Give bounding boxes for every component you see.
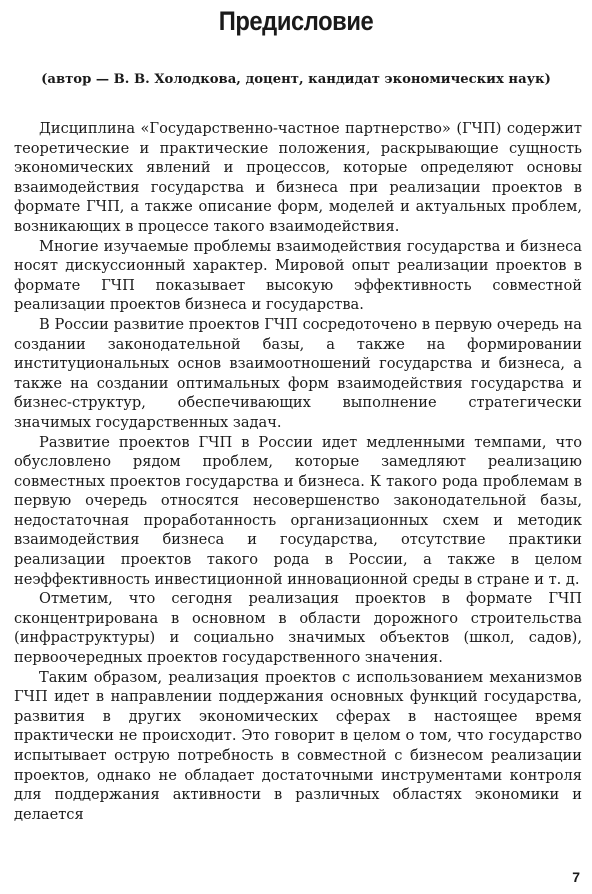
page-title: Предисловие bbox=[218, 6, 374, 36]
paragraph: Дисциплина «Государственно-частное партнерство» (ГЧП) содержит теоретические и практические положения, раскрывающие сущность экономических явлений и процессов, которые определяют основы взаимодействия государства и бизнеса при реализации проектов в формате ГЧП, а также описание форм, моделей и актуальных проблем, возникающих в процессе такого взаимодействия. bbox=[14, 120, 582, 235]
paragraph: Таким образом, реализация проектов с использованием механизмов ГЧП идет в направлении поддержания основных функций государства, развития в других экономических сферах в настоящее время практически не происходит. Это говорит в целом о том, что государство испытывает острую потребность в совместной с бизнесом реализации проектов, однако не обладает достаточными инструментами контроля для поддержания активности в различных областях экономики и делается bbox=[14, 668, 582, 823]
paragraph: В России развитие проектов ГЧП сосредоточено в первую очередь на создании законодательной базы, а также на формировании институциональных основ взаимоотношений государства и бизнеса, а также на создании оптимальных форм взаимодействия государства и бизнес-структур, обеспечивающих выполнение стратегически значимых государственных задач. bbox=[14, 315, 582, 431]
author-line: (автор — В. В. Холодкова, доцент, кандидат экономических наук) bbox=[41, 72, 551, 87]
paragraph: Развитие проектов ГЧП в России идет медленными темпами, что обусловлено рядом проблем, которые замедляют реализацию совместных проектов государства и бизнеса. К такого рода проблемам в первую очередь относятся несовершенство законодательной базы, недостаточная проработанность организационных схем и методик взаимодействия бизнеса и государства, отсутствие практики реализации проектов такого рода в России, а также в целом неэффективность инвестиционной инновационной среды в стране и т. д. bbox=[14, 433, 582, 588]
paragraph: Отметим, что сегодня реализация проектов в формате ГЧП сконцентрирована в основном в области дорожного строительства (инфраструктуры) и социально значимых объектов (школ, садов), первоочередных проектов государственного значения. bbox=[14, 590, 582, 667]
body-text bbox=[14, 119, 582, 824]
paragraph: Многие изучаемые проблемы взаимодействия государства и бизнеса носят дискуссионный характер. Мировой опыт реализации проектов в формате ГЧП показывает высокую эффективность совместной реализации проектов бизнеса и государства. bbox=[14, 237, 582, 314]
page-number: 7 bbox=[572, 869, 580, 885]
